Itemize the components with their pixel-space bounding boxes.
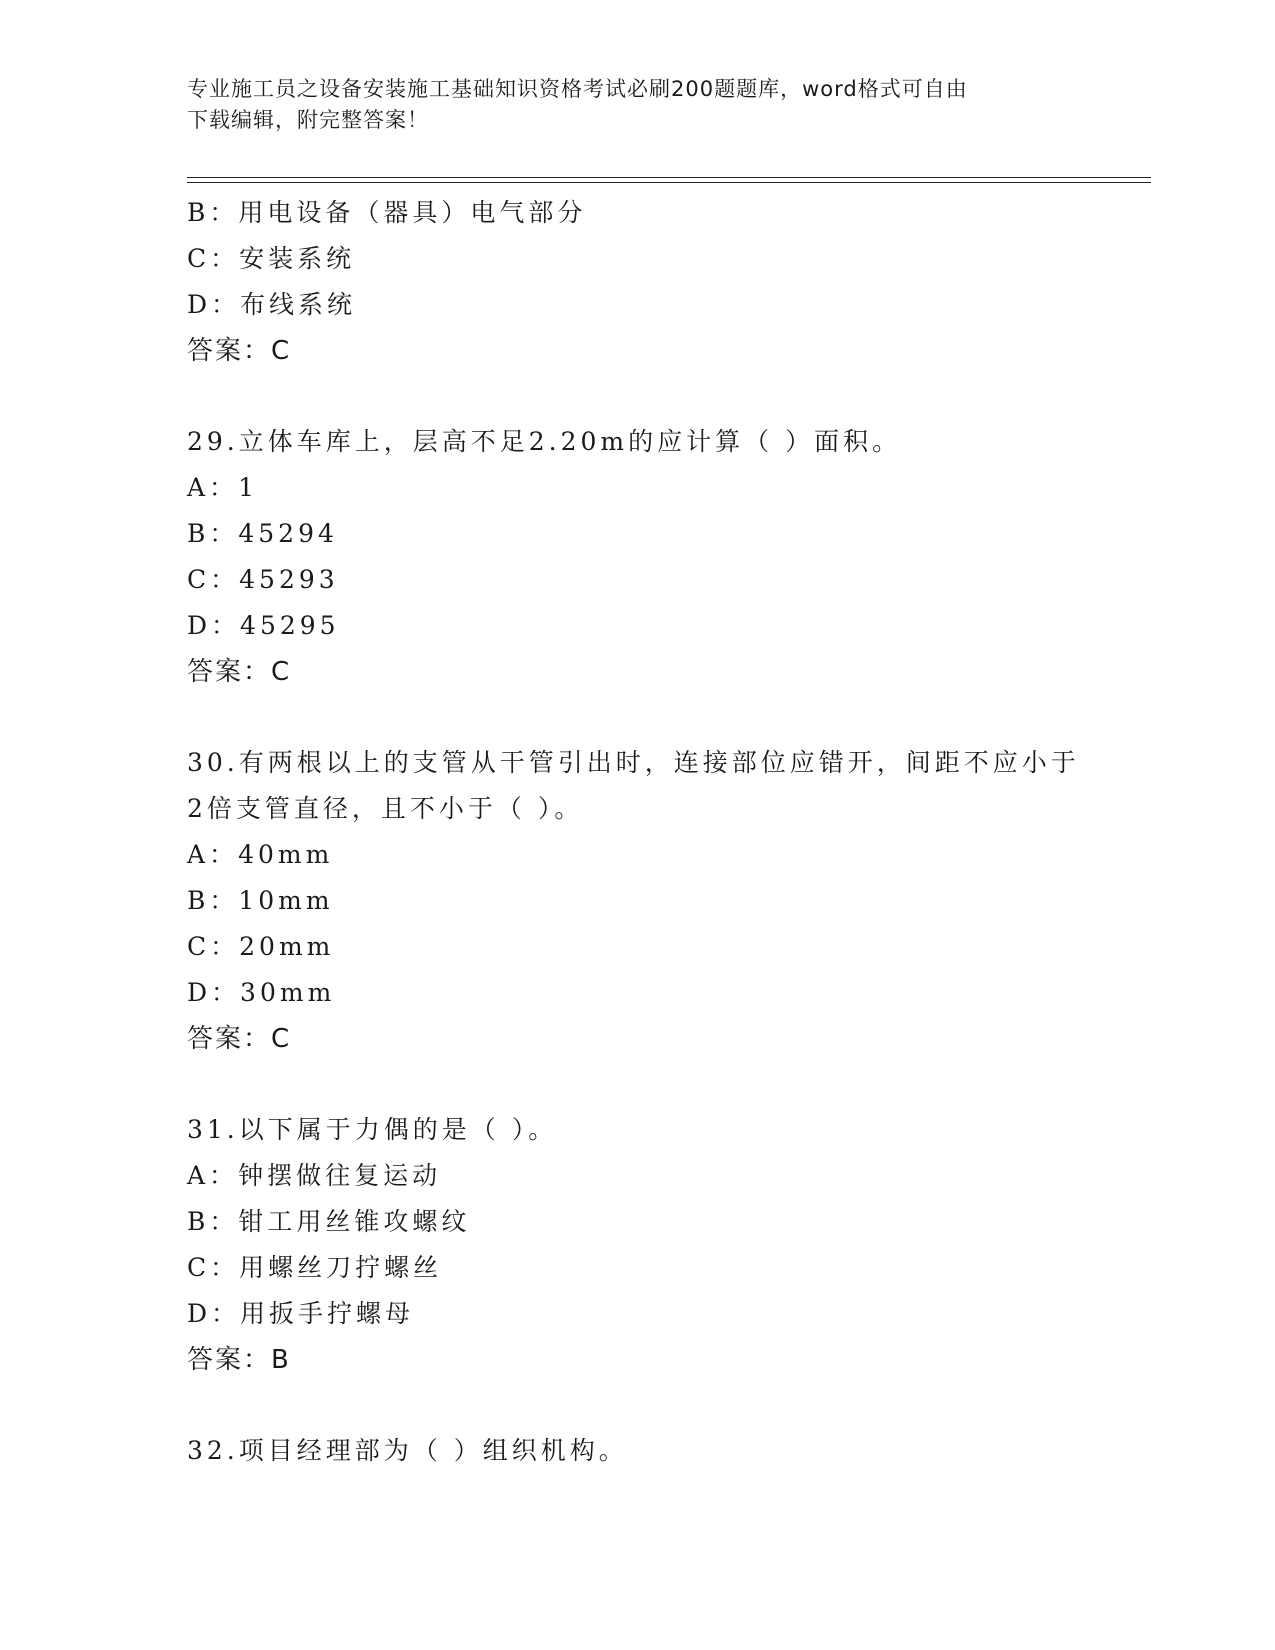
header-title-line-1: 专业施工员之设备安装施工基础知识资格考试必刷200题题库，word格式可自由: [187, 77, 968, 101]
option-a: A：1: [187, 473, 258, 502]
question-31: [187, 1107, 1127, 1383]
question-text: 32.项目经理部为（ ）组织机构。: [187, 1436, 628, 1465]
carryover-question: [187, 190, 1127, 374]
option-b: B：用电设备（器具）电气部分: [187, 198, 587, 227]
option-b: B：钳工用丝锥攻螺纹: [187, 1207, 471, 1236]
answer: 答案：C: [187, 1024, 292, 1054]
option-d: D：30mm: [187, 978, 336, 1007]
document-body: [187, 190, 1127, 1474]
document-header: [187, 74, 1087, 136]
question-text: 29.立体车库上，层高不足2.20m的应计算（ ）面积。: [187, 427, 902, 456]
option-b: B：10mm: [187, 886, 334, 915]
option-d: D：45295: [187, 611, 340, 640]
option-c: C：45293: [187, 565, 339, 594]
question-text-line-1: 30.有两根以上的支管从干管引出时，连接部位应错开，间距不应小于: [187, 748, 1080, 777]
option-c: C：20mm: [187, 932, 335, 961]
option-c: C：安装系统: [187, 244, 356, 273]
option-d: D：布线系统: [187, 290, 357, 319]
question-29: [187, 419, 1127, 695]
option-b: B：45294: [187, 519, 338, 548]
question-30: [187, 740, 1127, 1062]
answer: 答案：C: [187, 336, 292, 366]
header-rule-bottom: [187, 182, 1151, 183]
answer: 答案：C: [187, 657, 292, 687]
option-a: A：钟摆做往复运动: [187, 1161, 442, 1190]
answer: 答案：B: [187, 1345, 291, 1375]
question-32: [187, 1428, 1127, 1474]
option-d: D：用扳手拧螺母: [187, 1299, 415, 1328]
option-a: A：40mm: [187, 840, 334, 869]
header-title-line-2: 下载编辑，附完整答案！: [187, 108, 429, 132]
question-text-line-2: 2倍支管直径，且不小于（ ）。: [187, 794, 584, 823]
question-text: 31.以下属于力偶的是（ ）。: [187, 1115, 558, 1144]
option-c: C：用螺丝刀拧螺丝: [187, 1253, 443, 1282]
header-rule-top: [187, 177, 1151, 178]
